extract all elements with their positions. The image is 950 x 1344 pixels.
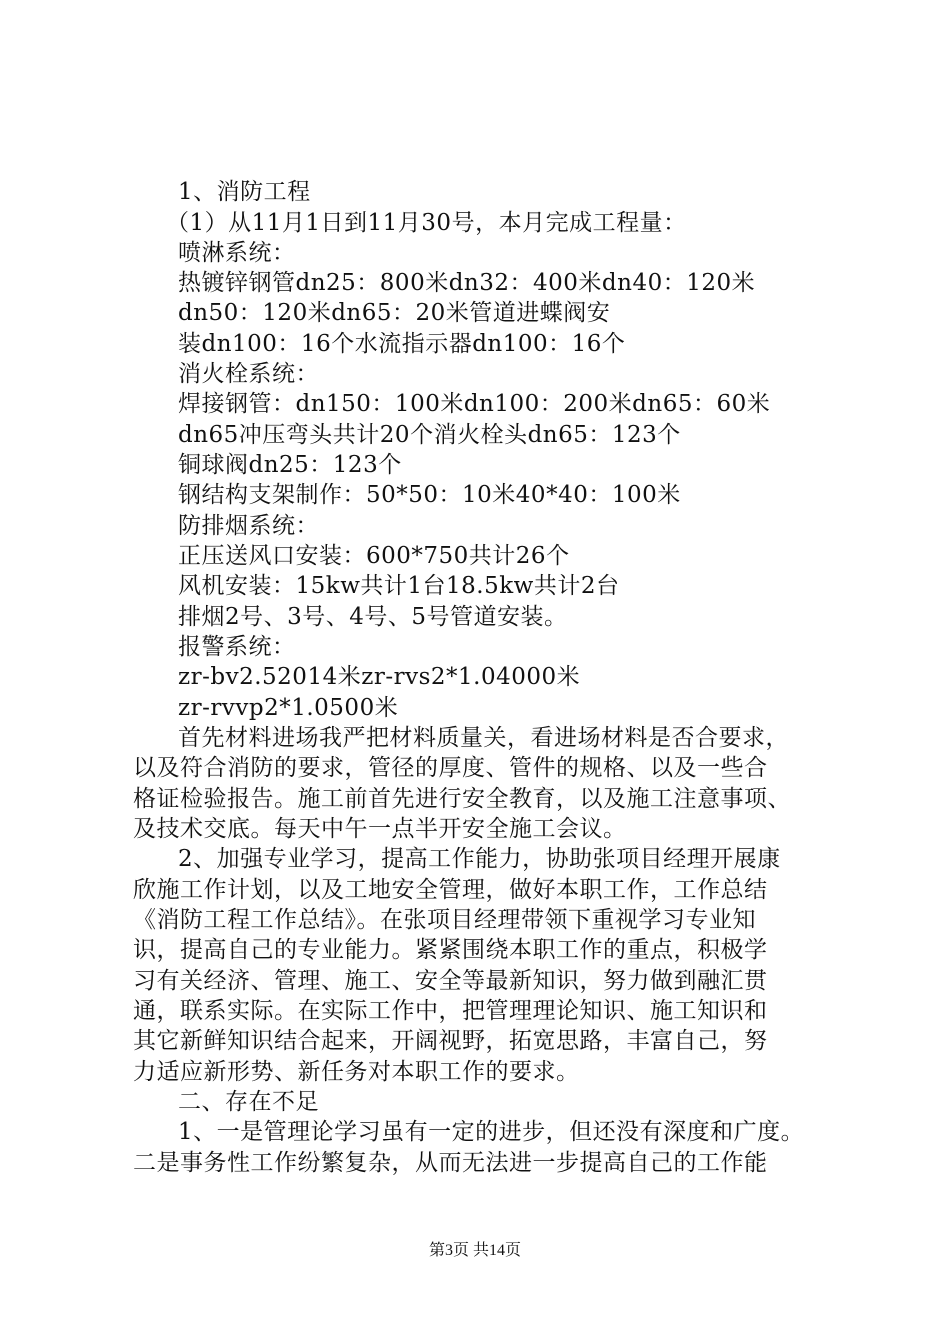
subsystem-heading: 消火栓系统： [178, 361, 319, 387]
body-line: zr-bv2.52014米zr-rvs2*1.04000米 [178, 664, 581, 690]
body-line: （1）从11月1日到11月30号，本月完成工程量： [166, 210, 687, 236]
paragraph-line: 力适应新形势、新任务对本职工作的要求。 [133, 1059, 580, 1085]
page-number-footer: 第3页 共14页 [428, 1242, 521, 1259]
subsystem-heading: 防排烟系统： [178, 513, 319, 539]
paragraph-line: 以及符合消防的要求，管径的厚度、管件的规格、以及一些合 [133, 755, 768, 781]
body-line: 钢结构支架制作：50*50：10米40*40：100米 [178, 482, 681, 508]
subsystem-heading: 报警系统： [178, 634, 296, 660]
paragraph-line: 首先材料进场我严把材料质量关，看进场材料是否合要求， [178, 725, 789, 751]
body-line: 正压送风口安装：600*750共计26个 [178, 543, 570, 569]
body-line: dn65冲压弯头共计20个消火栓头dn65：123个 [178, 422, 681, 448]
paragraph-line: 通，联系实际。在实际工作中，把管理理论知识、施工知识和 [133, 998, 768, 1024]
body-line: 风机安装：15kw共计1台18.5kw共计2台 [178, 573, 620, 599]
body-line: 排烟2号、3号、4号、5号管道安装。 [178, 604, 568, 630]
body-line: 铜球阀dn25：123个 [178, 452, 402, 478]
paragraph-line: 《消防工程工作总结》。在张项目经理带领下重视学习专业知 [133, 907, 756, 933]
section-heading: 二、存在不足 [178, 1089, 319, 1115]
paragraph-line: 欣施工作计划，以及工地安全管理，做好本职工作，工作总结 [133, 877, 768, 903]
subsystem-heading: 喷淋系统： [178, 240, 296, 266]
paragraph-line: 二是事务性工作纷繁复杂，从而无法进一步提高自己的工作能 [133, 1150, 768, 1176]
paragraph-line: 其它新鲜知识结合起来，开阔视野，拓宽思路，丰富自己，努 [133, 1028, 768, 1054]
paragraph-line: 识，提高自己的专业能力。紧紧围绕本职工作的重点，积极学 [133, 937, 768, 963]
paragraph-line: 1、一是管理论学习虽有一定的进步，但还没有深度和广度。 [178, 1119, 805, 1145]
body-line: 热镀锌钢管dn25：800米dn32：400米dn40：120米 [178, 270, 756, 296]
paragraph-line: 2、加强专业学习，提高工作能力，协助张项目经理开展康 [178, 846, 781, 872]
paragraph-line: 习有关经济、管理、施工、安全等最新知识，努力做到融汇贯 [133, 968, 768, 994]
section-heading: 1、消防工程 [178, 179, 311, 205]
paragraph-line: 及技术交底。每天中午一点半开安全施工会议。 [133, 816, 627, 842]
body-line: zr-rvvp2*1.0500米 [178, 695, 399, 721]
body-line: 装dn100：16个水流指示器dn100：16个 [178, 331, 626, 357]
paragraph-line: 格证检验报告。施工前首先进行安全教育，以及施工注意事项、 [133, 786, 791, 812]
body-line: dn50：120米dn65：20米管道进蝶阀安 [178, 300, 611, 326]
body-line: 焊接钢管：dn150：100米dn100：200米dn65：60米 [178, 391, 771, 417]
